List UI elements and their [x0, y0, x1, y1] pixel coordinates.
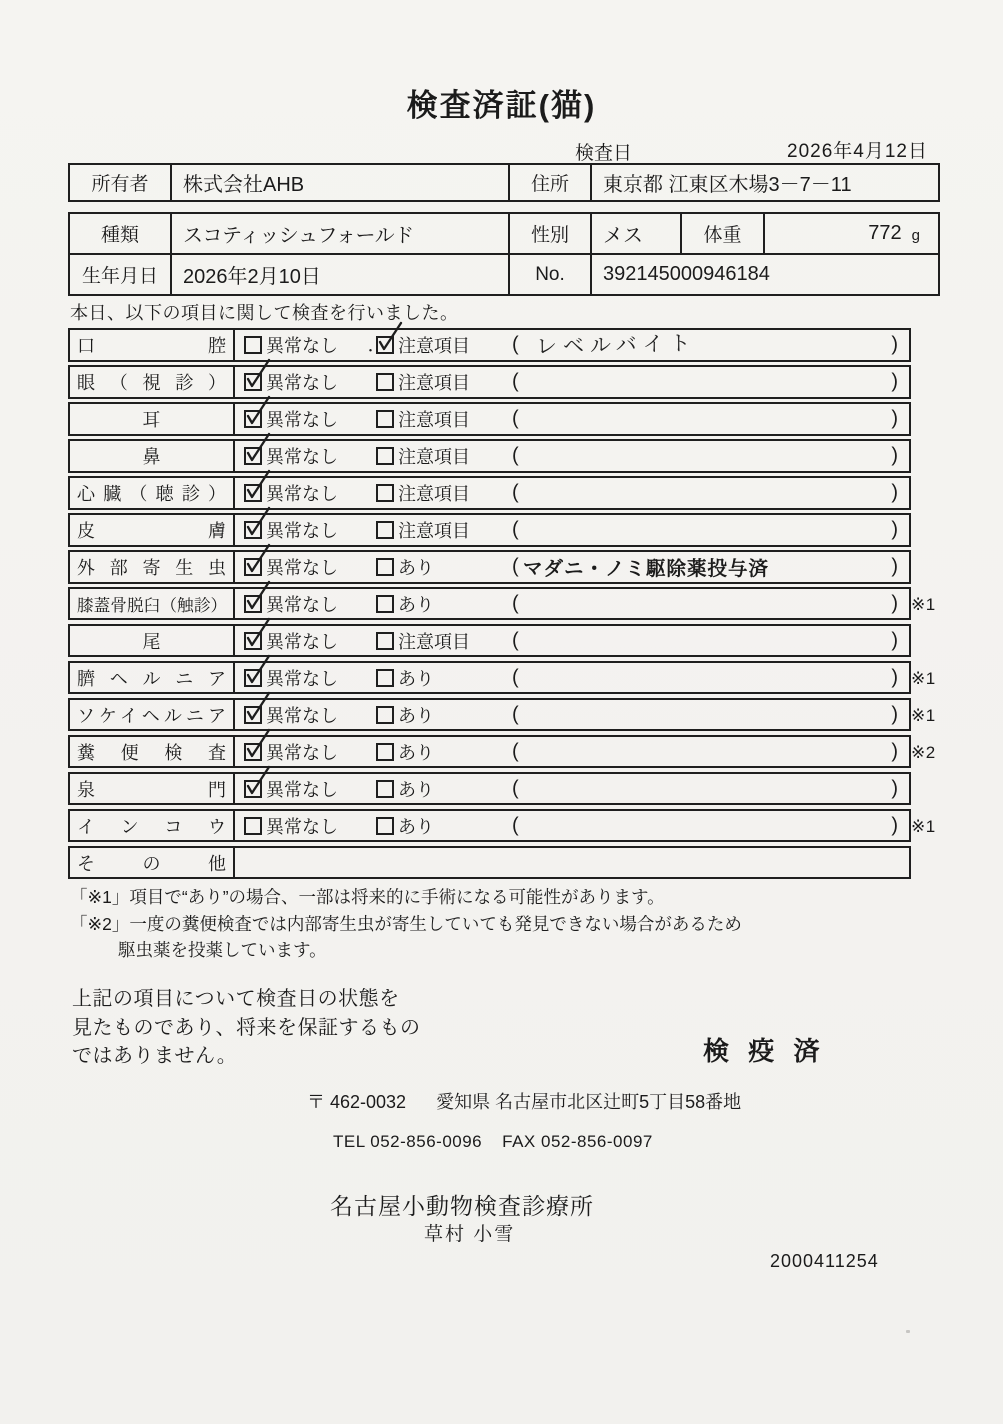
caution-option: [376, 443, 470, 469]
exam-item-label: 糞 便 検 査: [77, 742, 226, 763]
paren-open: (: [512, 592, 519, 615]
address-label: 住所: [510, 165, 592, 200]
paren-open: (: [512, 370, 519, 393]
checkbox-label: あり: [398, 816, 434, 837]
clinic-fax: FAX 052-856-0097: [502, 1132, 653, 1151]
exam-item-label: そ の 他: [77, 853, 226, 874]
footnote-1: 「※1」項目で“あり”の場合、一部は将来的に手術になる可能性があります。: [70, 887, 665, 907]
exam-item-label-cell: [70, 848, 235, 878]
sex-value: メス: [592, 214, 682, 253]
check-mark-icon: [374, 321, 404, 355]
paren-open: (: [512, 555, 519, 578]
exam-item-label: 泉 門: [77, 779, 226, 800]
paren-open: (: [512, 777, 519, 800]
breed-label: 種類: [70, 214, 172, 253]
caution-option: [376, 591, 434, 617]
exam-item-label: 心 臓 （ 聴 診 ）: [77, 483, 226, 504]
checkbox-label: 異常なし: [266, 779, 338, 800]
paren-open: (: [512, 407, 519, 430]
checkbox-label: 注意項目: [398, 446, 470, 467]
check-mark-icon: [242, 469, 272, 503]
exam-row-body: [235, 700, 909, 730]
quarantine-passed-stamp: 検 疫 済: [703, 1036, 826, 1066]
exam-item-label: 眼 （ 視 診 ）: [77, 372, 226, 393]
check-mark-icon: [242, 654, 272, 688]
exam-item-label-cell: [70, 367, 235, 397]
checkbox-label: 異常なし: [266, 668, 338, 689]
info-row-2: [70, 255, 938, 294]
check-mark-icon: [242, 395, 272, 429]
no-abnormality-checkbox-checked: [244, 706, 262, 724]
paren-open: (: [512, 518, 519, 541]
paren-open: (: [512, 333, 519, 356]
exam-row-body: [235, 663, 909, 693]
checkbox-label: あり: [398, 557, 434, 578]
exam-row-body: [235, 404, 909, 434]
no-abnormality-checkbox-checked: [244, 373, 262, 391]
exam-item-label: 耳: [142, 409, 161, 430]
exam-row: [68, 402, 911, 436]
checkbox-label: 異常なし: [266, 520, 338, 541]
exam-item-label-cell: [70, 404, 235, 434]
caution-checkbox: [376, 410, 394, 428]
paren-open: (: [512, 740, 519, 763]
birthdate-label: 生年月日: [70, 255, 172, 294]
paren-close: ): [891, 740, 898, 763]
sex-label: 性別: [510, 214, 592, 253]
inspection-date-value: 2026年4月12日: [787, 141, 928, 162]
exam-item-label: 尾: [142, 631, 161, 652]
caution-option: [376, 554, 434, 580]
exam-item-label: 皮 膚: [77, 520, 226, 541]
paren-close: ): [891, 777, 898, 800]
clinic-contact-line: [333, 1132, 653, 1152]
check-mark-icon: [242, 728, 272, 762]
caution-checkbox: [376, 595, 394, 613]
exam-item-label-cell: [70, 700, 235, 730]
caution-option: [376, 369, 470, 395]
caution-option: [376, 702, 434, 728]
caution-checkbox-checked: [376, 336, 394, 354]
paren-close: ): [891, 407, 898, 430]
no-abnormality-option: [244, 554, 338, 580]
check-mark-icon: [242, 580, 272, 614]
caution-checkbox: [376, 632, 394, 650]
caution-checkbox: [376, 447, 394, 465]
owner-table: [68, 163, 940, 202]
birthdate-value: 2026年2月10日: [172, 255, 510, 294]
paren-close: ): [891, 444, 898, 467]
no-abnormality-option: [244, 813, 338, 839]
scan-artifact: [906, 1330, 910, 1333]
exam-row-body: [235, 811, 909, 841]
checkbox-label: 注意項目: [398, 372, 470, 393]
paren-open: (: [512, 481, 519, 504]
exam-item-label: 口 腔: [77, 335, 226, 356]
paren-close: ): [891, 481, 898, 504]
no-abnormality-option: [244, 665, 338, 691]
serial-number: 2000411254: [770, 1251, 879, 1271]
check-mark-icon: [242, 506, 272, 540]
check-mark-icon: [242, 358, 272, 392]
footnote-2: 「※2」一度の糞便検査では内部寄生虫が寄生していても発見できない場合があるため: [70, 913, 742, 934]
exam-row: [68, 550, 911, 584]
exam-item-label-cell: [70, 811, 235, 841]
checkbox-label: 異常なし: [266, 705, 338, 726]
caution-option: [376, 628, 470, 654]
exam-item-label-cell: [70, 663, 235, 693]
exam-row: [68, 735, 936, 769]
reference-note: ※2: [911, 742, 936, 762]
weight-unit: g: [911, 227, 920, 244]
handwritten-remark: レベルバイト: [535, 331, 697, 359]
paren-open: (: [512, 666, 519, 689]
checkbox-label: 異常なし: [266, 409, 338, 430]
reference-note: ※1: [911, 816, 936, 836]
disclaimer-line-2: 見たものであり、将来を保証するもの: [72, 1016, 421, 1039]
exam-item-label-cell: [70, 774, 235, 804]
check-mark-icon: [242, 543, 272, 577]
caution-checkbox: [376, 743, 394, 761]
no-abnormality-checkbox-checked: [244, 595, 262, 613]
footnote-2-continued: 駆虫薬を投薬しています。: [118, 940, 327, 960]
caution-option: [376, 332, 470, 358]
owner-value: 株式会社AHB: [172, 165, 510, 200]
exam-item-label: 臍 ヘ ル ニ ア: [77, 668, 226, 689]
exam-row: [68, 513, 911, 547]
caution-option: [376, 406, 470, 432]
exam-row: [68, 587, 936, 621]
weight-value-cell: [765, 214, 938, 253]
exam-table: [68, 328, 936, 879]
exam-item-label-cell: [70, 737, 235, 767]
checkbox-label: 異常なし: [266, 816, 338, 837]
info-row-1: [70, 214, 938, 255]
no-abnormality-checkbox-checked: [244, 743, 262, 761]
disclaimer-line-1: 上記の項目について検査日の状態を: [72, 988, 400, 1010]
check-mark-icon: [242, 691, 272, 725]
caution-option: [376, 776, 434, 802]
checkbox-label: 異常なし: [266, 742, 338, 763]
checkbox-label: 注意項目: [398, 520, 470, 541]
weight-label: 体重: [682, 214, 765, 253]
check-mark-icon: [242, 617, 272, 651]
checkbox-label: 異常なし: [266, 557, 338, 578]
clinic-address-line: [307, 1088, 741, 1114]
caution-checkbox: [376, 817, 394, 835]
exam-item-label-cell: [70, 589, 235, 619]
checkbox-label: 異常なし: [266, 446, 338, 467]
exam-item-label: 鼻: [142, 446, 161, 467]
disclaimer-line-3: ではありません。: [72, 1045, 238, 1067]
breed-value: スコティッシュフォールド: [172, 214, 510, 253]
caution-checkbox: [376, 706, 394, 724]
no-abnormality-option: [244, 480, 338, 506]
exam-row-body: [235, 848, 909, 878]
caution-checkbox: [376, 669, 394, 687]
exam-row-body: [235, 774, 909, 804]
exam-row-body: [235, 589, 909, 619]
exam-row-body: [235, 330, 909, 360]
clinic-name: 名古屋小動物検査診療所: [330, 1193, 594, 1219]
disclaimer-text: [72, 985, 421, 1071]
exam-row: [68, 365, 911, 399]
no-abnormality-checkbox-checked: [244, 484, 262, 502]
address-value: 東京都 江東区木場3－7－11: [603, 174, 852, 196]
checkbox-label: 注意項目: [398, 335, 470, 356]
exam-row: [68, 698, 936, 732]
printed-remark: マダニ・ノミ駆除薬投与済: [523, 557, 770, 580]
stray-dot-mark: ・: [364, 343, 378, 358]
exam-row: [68, 661, 936, 695]
checkbox-label: あり: [398, 594, 434, 615]
no-abnormality-option: [244, 739, 338, 765]
caution-checkbox: [376, 521, 394, 539]
checkbox-label: あり: [398, 742, 434, 763]
caution-option: [376, 739, 434, 765]
no-abnormality-checkbox-checked: [244, 558, 262, 576]
exam-row: [68, 809, 936, 843]
no-abnormality-checkbox-checked: [244, 410, 262, 428]
no-abnormality-checkbox: [244, 336, 262, 354]
no-abnormality-option: [244, 702, 338, 728]
exam-item-label: イ ン コ ウ: [77, 816, 226, 837]
checkbox-label: 注意項目: [398, 409, 470, 430]
exam-row-body: [235, 626, 909, 656]
paren-open: (: [512, 629, 519, 652]
paren-open: (: [512, 814, 519, 837]
caution-option: [376, 480, 470, 506]
no-abnormality-checkbox-checked: [244, 780, 262, 798]
paren-close: ): [891, 814, 898, 837]
checkbox-label: あり: [398, 705, 434, 726]
weight-value: 772: [868, 222, 902, 244]
paren-close: ): [891, 629, 898, 652]
check-mark-icon: [242, 432, 272, 466]
checkbox-label: あり: [398, 779, 434, 800]
exam-item-label: 外 部 寄 生 虫: [77, 557, 226, 578]
paren-close: ): [891, 333, 898, 356]
no-abnormality-option: [244, 406, 338, 432]
exam-item-label-cell: [70, 441, 235, 471]
no-abnormality-checkbox-checked: [244, 447, 262, 465]
caution-checkbox: [376, 373, 394, 391]
reference-note: ※1: [911, 705, 936, 725]
clinic-postal-code: 〒 462-0032: [307, 1092, 407, 1112]
exam-row-body: [235, 552, 909, 582]
exam-item-label-cell: [70, 552, 235, 582]
paren-open: (: [512, 703, 519, 726]
paren-close: ): [891, 703, 898, 726]
paren-close: ): [891, 518, 898, 541]
exam-row: [68, 328, 911, 362]
caution-option: [376, 517, 470, 543]
exam-row: [68, 846, 911, 880]
caution-checkbox: [376, 558, 394, 576]
exam-item-label-cell: [70, 478, 235, 508]
checkbox-label: 異常なし: [266, 372, 338, 393]
exam-item-label: 膝蓋骨脱臼（触診）: [77, 596, 226, 615]
caution-checkbox: [376, 780, 394, 798]
no-abnormality-option: [244, 591, 338, 617]
paren-close: ): [891, 555, 898, 578]
exam-row-body: [235, 515, 909, 545]
checkbox-label: 注意項目: [398, 483, 470, 504]
checkbox-label: 注意項目: [398, 631, 470, 652]
exam-item-label-cell: [70, 626, 235, 656]
caution-checkbox: [376, 484, 394, 502]
exam-row: [68, 772, 911, 806]
paren-close: ): [891, 666, 898, 689]
exam-row-body: [235, 367, 909, 397]
no-abnormality-checkbox-checked: [244, 521, 262, 539]
exam-row: [68, 476, 911, 510]
number-label: No.: [510, 255, 592, 294]
checkbox-label: 異常なし: [266, 483, 338, 504]
no-abnormality-checkbox-checked: [244, 632, 262, 650]
owner-label: 所有者: [70, 165, 172, 200]
exam-row-body: [235, 441, 909, 471]
checkbox-label: 異常なし: [266, 335, 338, 356]
exam-row-body: [235, 737, 909, 767]
checkbox-label: あり: [398, 668, 434, 689]
animal-info-table: [68, 212, 940, 296]
no-abnormality-option: [244, 628, 338, 654]
page-title: 検査済証(猫): [406, 88, 597, 123]
number-value: 392145000946184: [603, 263, 770, 285]
paren-close: ): [891, 370, 898, 393]
footnotes: [70, 884, 742, 964]
reference-note: ※1: [911, 594, 936, 614]
no-abnormality-checkbox-checked: [244, 669, 262, 687]
caution-option: [376, 813, 434, 839]
checkbox-label: 異常なし: [266, 594, 338, 615]
exam-item-label-cell: [70, 330, 235, 360]
exam-item-label: ソケイヘルニア: [77, 705, 226, 726]
caution-option: [376, 665, 434, 691]
exam-row: [68, 439, 911, 473]
no-abnormality-option: [244, 517, 338, 543]
exam-intro-text: 本日、以下の項目に関して検査を行いました。: [70, 303, 459, 323]
clinic-tel: TEL 052-856-0096: [333, 1132, 483, 1151]
veterinarian-name: 草村 小雪: [424, 1224, 516, 1245]
no-abnormality-option: [244, 443, 338, 469]
no-abnormality-option: [244, 332, 338, 358]
exam-row-body: [235, 478, 909, 508]
no-abnormality-checkbox: [244, 817, 262, 835]
no-abnormality-option: [244, 369, 338, 395]
paren-close: ): [891, 592, 898, 615]
paren-open: (: [512, 444, 519, 467]
check-mark-icon: [242, 765, 272, 799]
exam-row: [68, 624, 911, 658]
reference-note: ※1: [911, 668, 936, 688]
checkbox-label: 異常なし: [266, 631, 338, 652]
exam-item-label-cell: [70, 515, 235, 545]
clinic-address: 愛知県 名古屋市北区辻町5丁目58番地: [436, 1092, 742, 1112]
inspection-date-label: 検査日: [575, 143, 633, 164]
no-abnormality-option: [244, 776, 338, 802]
